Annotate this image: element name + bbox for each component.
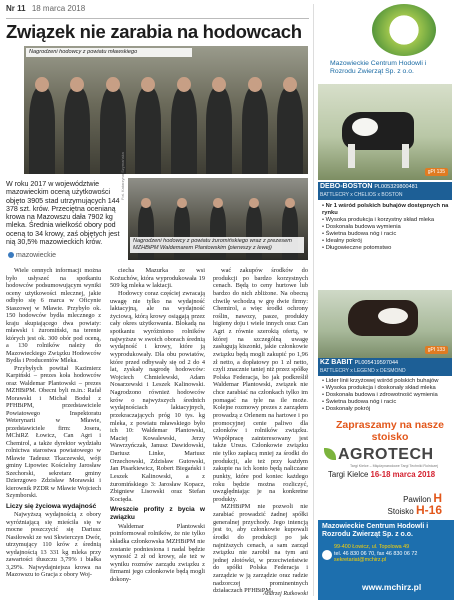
feature-item: • Doskonały pokrój <box>322 406 450 413</box>
agrotech-subtitle: Targi Kielce – Międzynarodowe Targi Techniki Rolniczej <box>350 464 438 468</box>
bull2-features <box>322 378 450 413</box>
footer-phone: tel. 46 830 06 70, fax 46 830 06 72 <box>334 550 418 557</box>
photo-caption-mlawa: Nagrodzeni hodowcy z powiatu mławskiego <box>26 48 192 57</box>
agrotech-logo: AGROTECH <box>324 446 448 464</box>
invite-line-1: Zapraszamy na nasze <box>336 419 444 431</box>
article-paragraph: Przybyłych powitał Kazimierz Karpiński – prezes koła hodowców oraz Waldemar Plantowski – prezes MZHBiPM. Obecni byli m.in.: Rafał Morawski i Michał Boduł z PFHBiPM, przedstawiciele Powiatowego Inspektoratu Weterynarii w Mławie, przedstawiciele firm: Josera, MChiRZ Łowicz, Can Agri i Chemirol, a także dyrektor wydziału rolnictwa starostwa powiatowego w Mławie Tadeusz Tkaczewski, wójt gminy Lipowiec Kościelny Jarosław Szechorski, sekretarz gminy Dzierzgowo Zdzisław Morawski i kierownik PZDR w Mławie Wojciech Szymborski. <box>6 364 101 499</box>
bull2-name: KZ BABIT PL005419597044 <box>320 359 399 366</box>
issue-date: 18 marca 2018 <box>31 4 86 13</box>
article-paragraph: Hodowcy coraz częściej zwracają uwagę nie tylko na wydajność laktacyjną, ale na wydajność życiową, którą krowy osiągają przez cały okres użytkowania. Blokadą na spotkaniu wyróżniono rolników najwyższe w swoich oborach średnią wydajność i krowy, które ją wyprodukowały. Dla obu powiatów, które przed odbywały się od 2 do 4 lat, zyskały nagrodę hodowców: Wojciech Chmielewski, Adam Nosarzewski i Leszek Kalinowski. Nagrodzono również hodowców krów o najwyższych średnich wydajnościach laktacyjnych, przekraczających próg 10 tys. kg mleka, z powiatu mławskiego było ich 10: Waldemar Plantowski, Maciej Kowalewski, Jerzy Wawrzyńczak, Janusz Dawidowski, Dariusz Linke, Mariusz Orzechowski, Zdzisław Gutowski, Jan Pisarkiewicz, Robert Biegański i Leszek Kalinowski, a z żuromińskiego 3: Jarosław Kopacz, Zbigniew Lisowski oraz Stefan Kocięda. <box>110 289 205 503</box>
fair-date-range: 16-18 marca 2018 <box>370 470 436 479</box>
bull2-code: PL005419597044 <box>354 360 399 366</box>
bull1-code: PL005329800481 <box>374 184 418 190</box>
bull1-badge: gPI 135 <box>425 168 448 176</box>
article-column-3 <box>213 267 308 595</box>
fair-location <box>342 493 442 517</box>
bull1-name: DEBO-BOSTON PL005329800481 <box>320 183 418 190</box>
article-paragraph: Waldemar Plantowski poinformował rolników, że nie tylko składka członkowska MZHBiPM nie zostanie podniesiona i nadal będzie wynosić 2 zł od krowy, ale też w wyniku rozmów zarządu związku z firmami jego członkowie będą mogli dokony- <box>110 522 205 583</box>
article-paragraph: Najwyższą wydajnością z obory wyróżniającą się mieściła się w mocne poszczycić się Dariusz Nasiłowski ze wsi Skwierczyn Dwór, utrzymujący 110 krów z średnią wydajnością 13 331 kg mleka przy zawartości tłuszczu 3,79% i białka 3,29%. Najwydajniejsza krowa na Mazowszu to Gracja z obory Woj- <box>6 511 101 578</box>
bull1-pedigree: BATTLECRY x CHELIOS x BOSTON <box>320 192 403 198</box>
fair-dates <box>328 470 452 479</box>
bull-photo-kz-babit <box>318 290 452 358</box>
feature-item: • Długowieczne potomstwo <box>322 245 450 252</box>
feature-item: • Wysoka produkcja i korzystny skład mleka <box>322 217 450 224</box>
invite-line-2: stoisko <box>371 430 409 443</box>
company-logo-icon <box>372 4 436 56</box>
article-column-2 <box>110 267 205 584</box>
fair-invitation <box>330 420 450 443</box>
source-logo-icon <box>8 252 14 258</box>
article-paragraph: ciecha Mazurka ze wsi Kożuchów, która wyprodukowała 19 509 kg mleka w laktacji. <box>110 267 205 290</box>
page-header <box>6 4 306 18</box>
photo-people <box>24 72 308 174</box>
article-headline: Związek nie zarabia na hodowcach <box>6 21 302 42</box>
leaf-icon <box>324 448 336 460</box>
article-lead: W roku 2017 w województwie mazowieckim oceną użytkowości objęto 3905 stad utrzymujących 144 378 szt. krów. Przeciętna ocenianą krowa na Mazowszu dała 7902 kg mleka. Średnia wielkość obory pod oceną to 34 krowy, zaś objętych jest nią 30,5% mazowieckich krów. <box>6 180 120 247</box>
feature-item: • Doskonała budowa i zdrowotność wymienia <box>322 392 450 399</box>
ad-company-name: Mazowieckie Centrum Hodowli i Rozrodu Zwierząt Sp. z o.o. <box>330 60 427 76</box>
bull-photo-debo-boston <box>318 84 452 180</box>
footer-company-name: Mazowieckie Centrum Hodowli i Rozrodu Zwierząt Sp. z o.o. <box>322 523 429 538</box>
bull2-badge: gPI 133 <box>425 346 448 354</box>
feature-item: • Świetna budowa nóg i racic <box>322 231 450 238</box>
article-paragraph: wać zakupów środków do produkcji po bardzo korzystnych cenach. Będą to ceny hurtowe lub bardzo do nich zbliżone. Na obecną chwilę wchodzą w grę dwie firmy: Chemirol, a więc środki ochrony roślin, nawozy, pasze, produkty higieny doju i wiele innych oraz Can Agri z równie szerokią ofertą, w której na szczególną uwagę zasługują kiszonki, jakie członkowie związku będą mogli zakupić po 1,96 zł netto, a dopłatowy po 1 zł netto, czyli znacznie taniej niż przez spółkę Polska Federacja, bo jak podkreślił Waldemar Plantowski, związek nie chce zarabiać na członkach tylko im pomagać na tyle na ile może. Kolejne rozmowy prezes z zarządem prowadzą z Orlenem na hartowe i po promocyjnej cenie paliwo dla członków i rolników związku. Współpracę zainteresowany jest także Ursus. Członkowie związku nie tylko zapłacą mniej za środki do produkcji, ale też przy każdym zakupie na ich konto będą naliczane punkty, które pod koniec każdego roku będzie można rozliczyć, uwzględniając je na konkretne produkty. <box>213 267 308 503</box>
source-label: mazowieckie <box>16 252 57 259</box>
column-divider <box>313 4 314 596</box>
section-heading: Wreszcie profity z bycia w związku <box>110 506 205 521</box>
feature-item: • Lider linii krzyżowej wśród polskich buhajów <box>322 378 450 385</box>
bull2-pedigree: BATTLECRY x LEGEND x DESMOND <box>320 368 406 374</box>
stand-value: H-16 <box>415 503 442 517</box>
photo-caption-zuromin: Nagrodzeni hodowcy z powiatu żuromińskiego wraz z prezesem MZHBiPM Waldemarem Plantowskim (pierwszy z lewej) <box>130 237 304 253</box>
article-author: Andrzej Rutkowski <box>263 591 308 597</box>
article-photo-mlawa <box>24 46 308 174</box>
feature-item: • Świetna budowa nóg i racic <box>322 399 450 406</box>
section-heading: Liczy się życiowa wydajność <box>6 502 97 510</box>
feature-item: • Wysoka produkcja i doskonały skład mleka <box>322 385 450 392</box>
feature-item: • Doskonała budowa wymienia <box>322 224 450 231</box>
footer-url[interactable]: www.mchirz.pl <box>362 582 422 592</box>
feature-item: • Nr 1 wśród polskich buhajów dostępnych na rynku <box>322 203 450 217</box>
source-logo <box>8 252 56 259</box>
footer-email[interactable]: sekretariat@mchirz.pl <box>334 557 387 564</box>
article-paragraph: Wiele cennych informacji można było usłyszeć na spotkaniu hodowców podsumowującym wyniki oceny użytkowości mlecznej, jakie odbyło się 6 marca w Oficynie Staszowej w Mławie. Przybyło ok. 150 hodowców bydła mlecznego z kraju skupiającego dwa powiaty: mławski i żuromiński, na terenie których jest ok. 300 obór pod oceną, a 130 rolników należy do Mazowieckiego Związku Hodowców Bydła i Producentów Mleka. <box>6 267 101 364</box>
footer-address: 99-400 Łowicz, ul. Topolowa 49 <box>334 544 410 550</box>
hall-value: H <box>433 491 442 505</box>
footer-contact <box>334 544 452 564</box>
header-divider <box>6 18 309 19</box>
stand-label: Stoisko <box>387 507 414 516</box>
issue-number: Nr 11 <box>6 4 26 13</box>
article-paragraph: MZHBiPM nie pozwoli nie zarabiać prowadzić żadnej spółki generalnej przychody. Jego intencją jest to, aby członkowie kupowali środki do produkcji po jak najniższych cenach, a sam zarząd związku nie zarobił na tym ani jednej złotówki, w przeciwieństwie do spółki Polska Federacja i zarządzie w ją zarządzie oraz radzie nadzorczej prominentnych działaczach PFHBiPM. <box>213 503 308 595</box>
photo-credit: Fot. Katarzyna Szymańska <box>120 152 125 200</box>
hall-label: Pawilon <box>403 495 432 504</box>
article-column-1 <box>6 267 101 579</box>
fair-prefix: Targi Kielce <box>328 470 369 479</box>
footer-logo-icon <box>322 550 332 560</box>
feature-item: • Idealny pokrój <box>322 238 450 245</box>
bull1-features <box>322 203 450 252</box>
